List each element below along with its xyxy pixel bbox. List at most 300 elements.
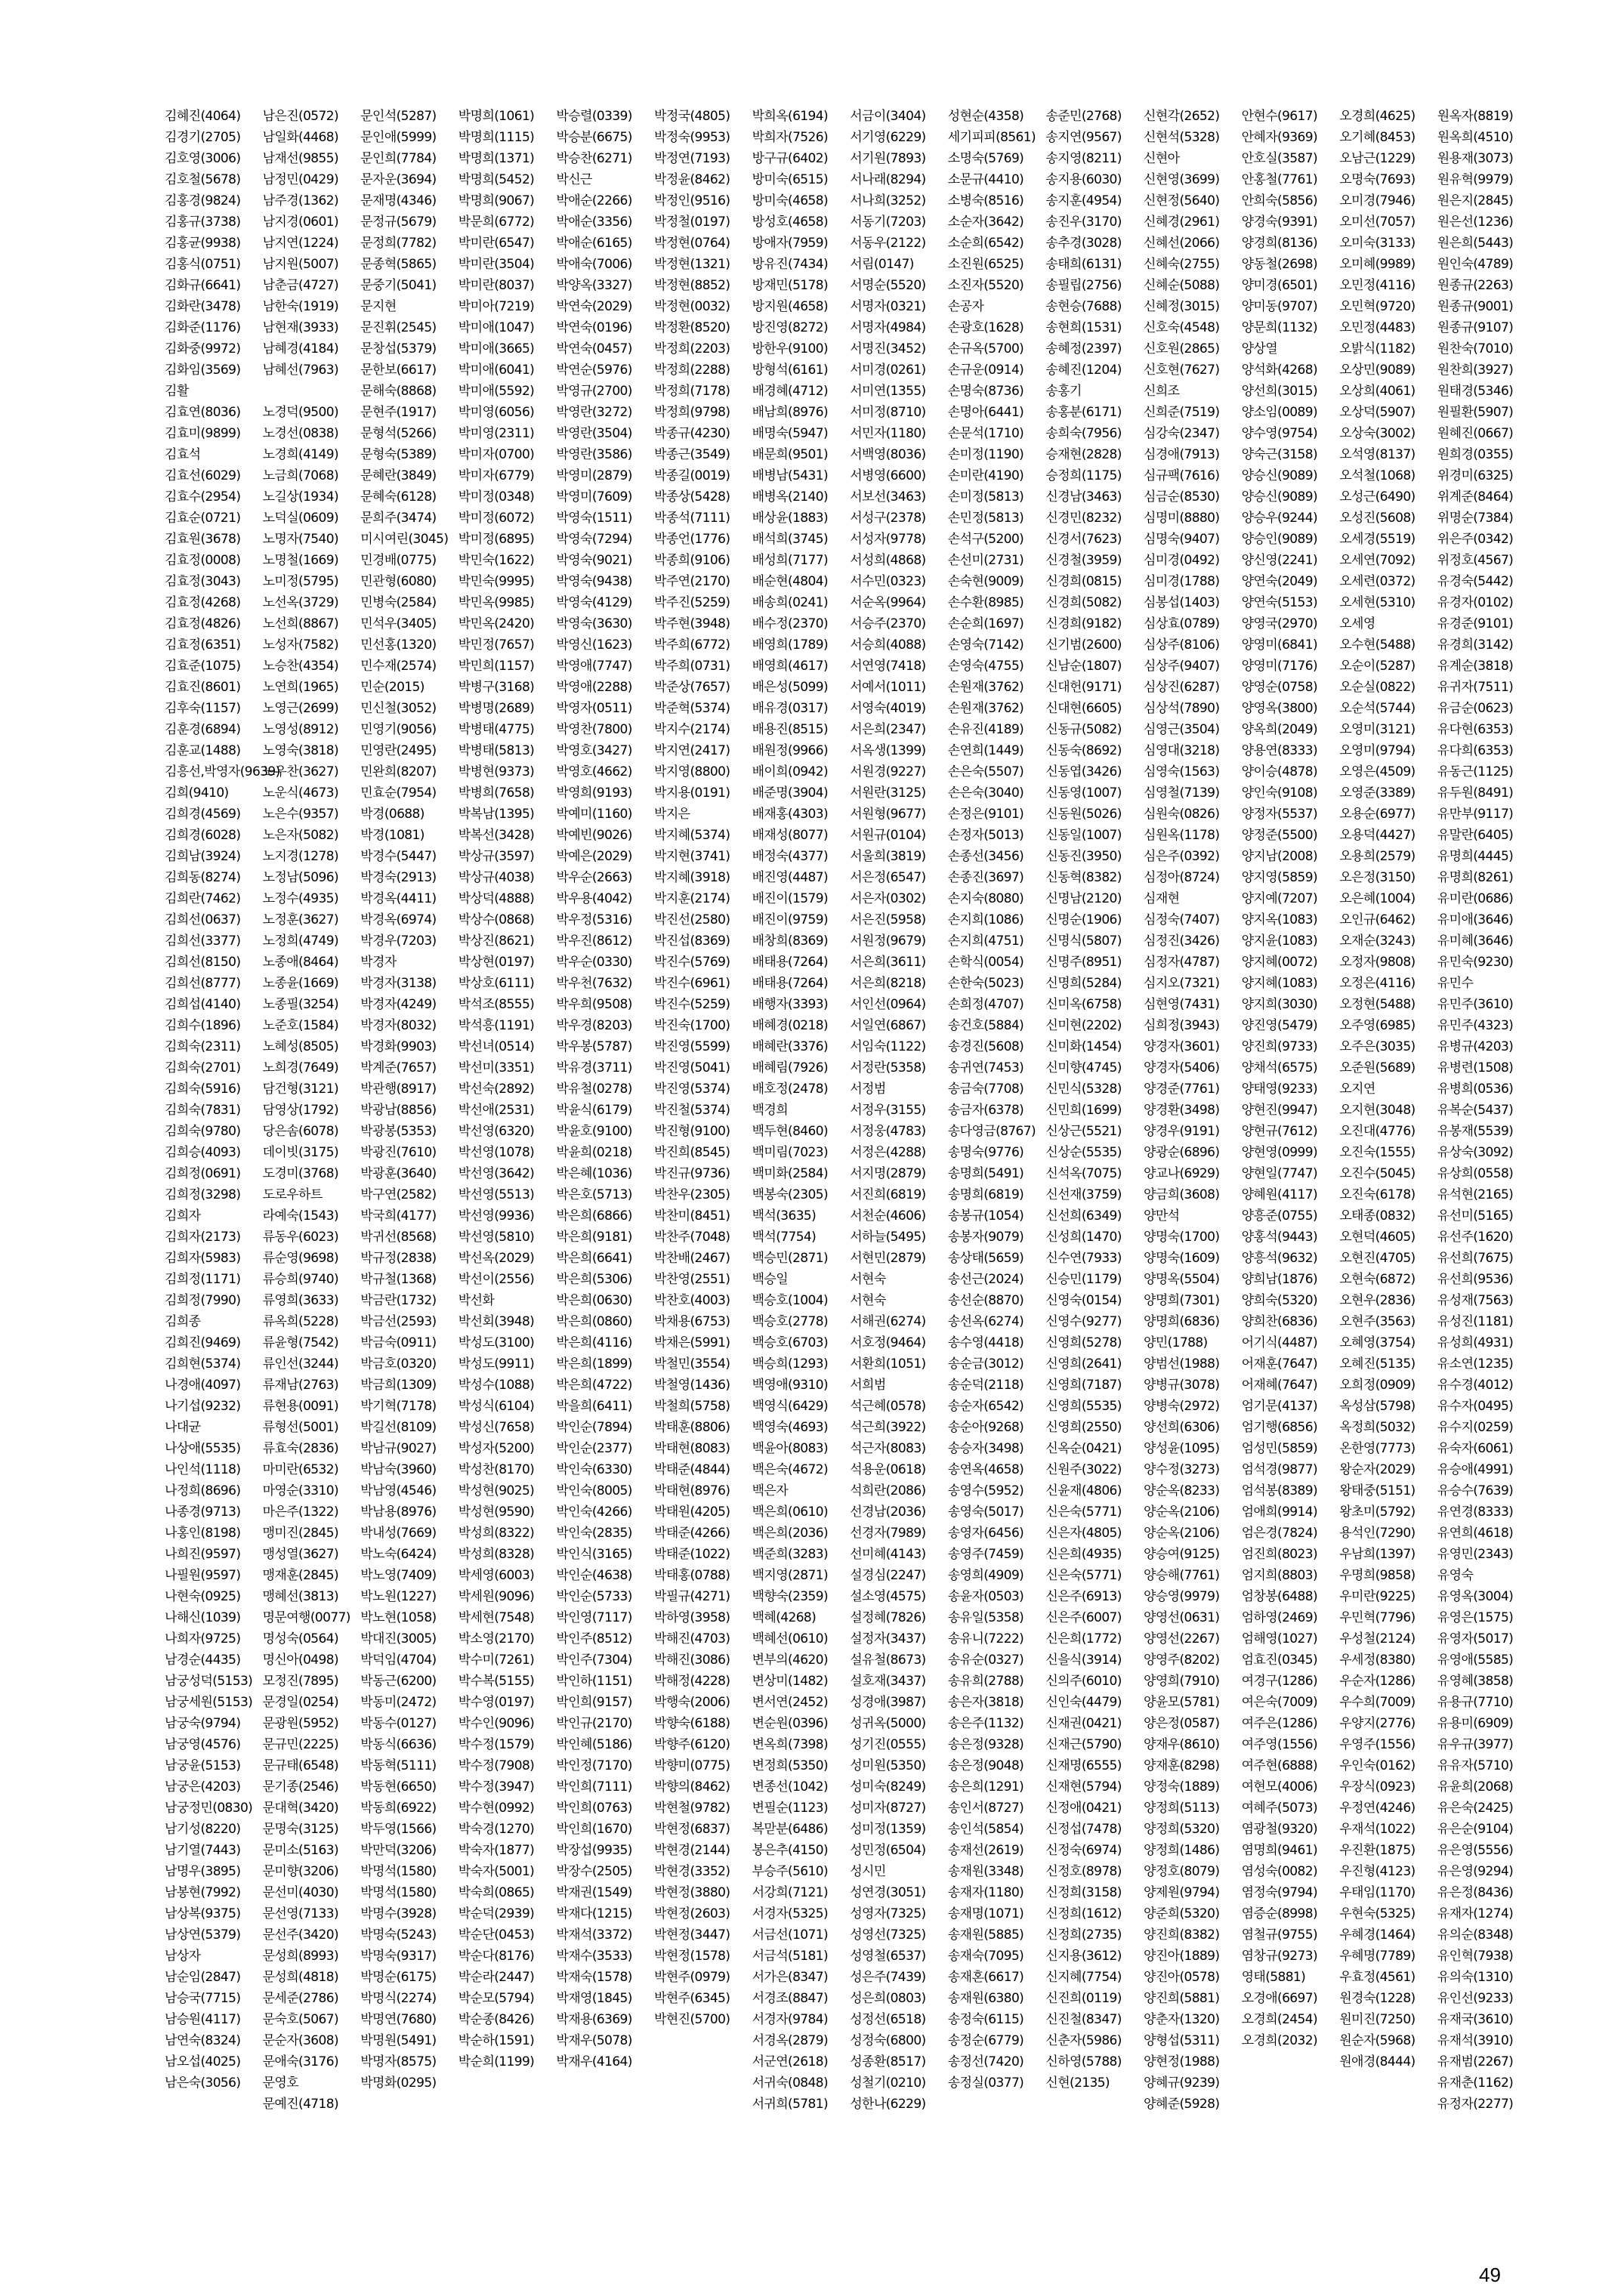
name-entry: 박노원(1227) <box>360 1589 437 1604</box>
name-entry: 손명아(6441) <box>947 405 1024 420</box>
name-entry: 송은희(1291) <box>947 1779 1024 1795</box>
name-entry: 설유철(8673) <box>850 1653 926 1668</box>
name-entry: 양선희(3015) <box>1241 384 1317 399</box>
name-entry: 배혜란(3376) <box>752 1039 828 1054</box>
name-entry: 박노영(7409) <box>360 1568 437 1583</box>
name-entry: 신동규(5082) <box>1045 722 1122 737</box>
name-entry: 박성자(5200) <box>458 1441 535 1456</box>
name-entry: 유연희(4618) <box>1437 1526 1514 1541</box>
name-entry: 백봉숙(2305) <box>752 1187 828 1202</box>
name-entry: 김희자(5983) <box>165 1251 241 1266</box>
name-entry: 유민주(4323) <box>1437 1018 1514 1033</box>
name-entry: 여경구(1286) <box>1241 1674 1317 1689</box>
name-entry: 우영주(1556) <box>1339 1737 1416 1752</box>
name-entry: 박미애(6041) <box>458 363 535 378</box>
name-entry: 박정현(1321) <box>654 257 730 272</box>
name-entry: 성시민 <box>850 1864 886 1879</box>
name-entry: 신명식(5807) <box>1045 934 1122 949</box>
name-entry: 성영자(7325) <box>850 1906 926 1921</box>
name-entry: 유민주(3610) <box>1437 997 1514 1012</box>
name-entry: 박은호(5713) <box>556 1187 632 1202</box>
name-entry: 유재자(1274) <box>1437 1906 1514 1921</box>
name-entry: 신현아 <box>1144 151 1180 166</box>
name-entry: 박재수(3533) <box>556 1949 632 1964</box>
name-entry: 김효정(4826) <box>165 616 241 631</box>
name-entry: 문지현 <box>360 299 397 314</box>
name-entry: 김희경(4569) <box>165 807 241 822</box>
name-entry: 양영선(2267) <box>1144 1631 1220 1646</box>
name-entry: 배유경(0317) <box>752 701 828 716</box>
name-entry: 노정훈(3627) <box>262 912 338 927</box>
name-entry: 문형석(5266) <box>360 426 437 441</box>
name-entry: 송지훈(4954) <box>1045 193 1122 208</box>
name-entry: 서정우(3155) <box>850 1103 926 1118</box>
name-entry: 양정자(5537) <box>1241 807 1317 822</box>
name-entry: 신선희(6349) <box>1045 1208 1122 1224</box>
name-entry: 우미란(9225) <box>1339 1589 1416 1604</box>
name-entry: 박경옥(4411) <box>360 891 437 906</box>
name-entry: 우정연(4246) <box>1339 1801 1416 1816</box>
name-entry: 민경배(0775) <box>360 553 437 568</box>
name-entry: 박수영(0197) <box>458 1695 535 1710</box>
name-entry: 송유일(5358) <box>947 1610 1024 1625</box>
name-entry: 문현주(1917) <box>360 405 437 420</box>
name-entry: 서경자(9784) <box>752 2012 828 2027</box>
name-entry: 유영애(5585) <box>1437 1653 1514 1668</box>
name-entry: 문예진(4718) <box>262 2097 338 2112</box>
name-entry: 박애순(3356) <box>556 214 632 230</box>
name-entry: 서보선(3463) <box>850 489 926 505</box>
name-entry: 서림(0147) <box>850 257 914 272</box>
name-entry: 남재선(9855) <box>262 151 338 166</box>
name-entry: 손원재(3762) <box>947 680 1024 695</box>
name-entry: 배태용(7264) <box>752 976 828 991</box>
name-entry: 배행자(3393) <box>752 997 828 1012</box>
name-entry: 유말란(6405) <box>1437 828 1514 843</box>
name-entry: 노연희(1965) <box>262 680 338 695</box>
name-entry: 박국희(4177) <box>360 1208 437 1224</box>
name-entry: 신동원(5026) <box>1045 807 1122 822</box>
name-entry: 백두현(8460) <box>752 1124 828 1139</box>
name-entry: 성경애(3987) <box>850 1695 926 1710</box>
name-entry: 류순영(9698) <box>262 1251 338 1266</box>
name-entry: 유영혜(3858) <box>1437 1674 1514 1689</box>
name-entry: 남지경(0601) <box>262 214 338 230</box>
name-entry: 양경희(8136) <box>1241 236 1317 251</box>
name-entry: 변상미(1482) <box>752 1674 828 1689</box>
name-entry: 유재국(3610) <box>1437 2012 1514 2027</box>
name-entry: 손규옥(5700) <box>947 341 1024 356</box>
name-entry: 원필환(5907) <box>1437 405 1514 420</box>
name-entry: 박민숙(9995) <box>458 574 535 589</box>
name-entry: 유계순(3818) <box>1437 659 1514 674</box>
name-entry: 원종규(9107) <box>1437 320 1514 335</box>
name-entry: 양지윤(1083) <box>1241 934 1317 949</box>
name-entry: 문인석(5287) <box>360 109 437 124</box>
name-entry: 담건형(3121) <box>262 1082 338 1097</box>
name-entry: 송순금(3012) <box>947 1356 1024 1372</box>
name-entry: 양정준(5500) <box>1241 828 1317 843</box>
name-entry: 류옥희(5228) <box>262 1314 338 1329</box>
name-entry: 유재석(3910) <box>1437 2033 1514 2048</box>
name-entry: 양병숙(2972) <box>1144 1399 1220 1414</box>
name-entry: 오석철(1068) <box>1339 468 1416 483</box>
name-entry: 오영미(3121) <box>1339 722 1416 737</box>
name-entry: 송은주(1132) <box>947 1716 1024 1731</box>
name-entry: 양수영(9754) <box>1241 426 1317 441</box>
name-entry: 성민정(6504) <box>850 1843 926 1858</box>
name-entry: 손순희(1697) <box>947 616 1024 631</box>
name-entry: 박명희(9067) <box>458 193 535 208</box>
name-entry: 서원정(9679) <box>850 934 926 949</box>
name-entry: 박지영(8800) <box>654 764 730 779</box>
name-entry: 오용덕(4427) <box>1339 828 1416 843</box>
name-entry: 모정진(7895) <box>262 1674 338 1689</box>
name-entry: 유선희(7675) <box>1437 1251 1514 1266</box>
name-entry: 박은희(0630) <box>556 1293 632 1308</box>
name-entry: 서현숙 <box>850 1293 886 1308</box>
name-entry: 신남순(1807) <box>1045 659 1122 674</box>
name-entry: 오상민(9089) <box>1339 363 1416 378</box>
name-entry: 염광철(9320) <box>1241 1822 1317 1837</box>
name-entry: 송필립(2756) <box>1045 278 1122 293</box>
name-entry: 문중기(5041) <box>360 278 437 293</box>
name-entry: 남경순(4435) <box>165 1653 241 1668</box>
name-entry: 박철영(1436) <box>654 1378 730 1393</box>
name-entry: 양형섭(5311) <box>1144 2033 1220 2048</box>
name-entry: 우세정(8380) <box>1339 1653 1416 1668</box>
name-entry: 양정호(8079) <box>1144 1864 1220 1879</box>
name-entry: 문성희(8993) <box>262 1949 338 1964</box>
name-entry: 박종희(9106) <box>654 553 730 568</box>
name-entry: 박하영(3958) <box>654 1610 730 1625</box>
name-entry: 배호정(2478) <box>752 1082 828 1097</box>
name-entry: 위명순(7384) <box>1437 511 1514 526</box>
name-entry: 신은주(6913) <box>1045 1589 1122 1604</box>
name-entry: 박경수(5447) <box>360 849 437 864</box>
name-entry: 우진형(4123) <box>1339 1864 1416 1879</box>
name-entry: 유선주(1620) <box>1437 1230 1514 1245</box>
name-entry: 송귀연(7453) <box>947 1060 1024 1076</box>
name-entry: 배원정(9966) <box>752 743 828 758</box>
name-entry: 오상덕(5907) <box>1339 405 1416 420</box>
name-entry: 양병규(3078) <box>1144 1378 1220 1393</box>
name-entry: 박계준(7657) <box>360 1060 437 1076</box>
name-entry: 송홍분(6171) <box>1045 405 1122 420</box>
name-entry: 오재순(3243) <box>1339 934 1416 949</box>
name-entry: 송정선(7420) <box>947 2054 1024 2069</box>
name-entry: 유은순(9104) <box>1437 1822 1514 1837</box>
name-entry: 변옥희(7398) <box>752 1737 828 1752</box>
name-entry: 박대진(3005) <box>360 1631 437 1646</box>
name-entry: 신영수(9277) <box>1045 1314 1122 1329</box>
name-entry: 미시여린(3045) <box>360 532 449 547</box>
name-entry: 남궁윤(5153) <box>165 1758 241 1773</box>
name-entry: 방성호(4658) <box>752 214 828 230</box>
name-entry: 유경준(9101) <box>1437 616 1514 631</box>
name-entry: 배정숙(4377) <box>752 849 828 864</box>
name-entry: 신재명(6555) <box>1045 1758 1122 1773</box>
name-entry: 남궁은(4203) <box>165 1779 241 1795</box>
name-entry: 김효준(1075) <box>165 659 241 674</box>
name-entry: 엄효진(0345) <box>1241 1653 1317 1668</box>
name-entry: 박인주(7304) <box>556 1653 632 1668</box>
name-entry: 민석우(3405) <box>360 616 437 631</box>
name-entry: 박병명(2689) <box>458 701 535 716</box>
name-entry: 신민식(5328) <box>1045 1082 1122 1097</box>
name-entry: 박지용(0191) <box>654 785 730 801</box>
name-entry: 박경(1081) <box>360 828 425 843</box>
name-entry: 서금선(1071) <box>752 1927 828 1943</box>
name-entry: 박은희(4116) <box>556 1335 632 1350</box>
name-entry: 박경우(7203) <box>360 934 437 949</box>
name-entry: 양신영(2241) <box>1241 553 1317 568</box>
name-entry: 서정웅(4783) <box>850 1124 926 1139</box>
name-entry: 백경희 <box>752 1103 789 1118</box>
name-entry: 서명자(4984) <box>850 320 926 335</box>
name-entry: 오주영(6985) <box>1339 1018 1416 1033</box>
name-entry: 원태경(5346) <box>1437 384 1514 399</box>
name-entry: 문성희(4818) <box>262 1970 338 1985</box>
name-entry: 박금선(2593) <box>360 1314 437 1329</box>
name-entry: 박정윤(8462) <box>654 172 730 187</box>
name-entry: 신경희(5082) <box>1045 595 1122 610</box>
name-entry: 송영숙(5017) <box>947 1504 1024 1520</box>
name-entry: 양소임(0089) <box>1241 405 1317 420</box>
name-entry: 방한우(9100) <box>752 341 828 356</box>
name-entry: 오민정(4116) <box>1339 278 1416 293</box>
name-entry: 우남희(1397) <box>1339 1547 1416 1562</box>
name-entry: 박우정(5316) <box>556 912 632 927</box>
name-entry: 심정숙(7407) <box>1144 912 1220 927</box>
name-entry: 성연경(3051) <box>850 1885 926 1900</box>
name-entry: 서승희(4088) <box>850 637 926 653</box>
name-entry: 박찬우(2305) <box>654 1187 730 1202</box>
name-entry: 손미정(1190) <box>947 447 1024 462</box>
name-entry: 박경자(3138) <box>360 976 437 991</box>
name-entry: 송은정(9328) <box>947 1737 1024 1752</box>
name-entry: 성미숙(8249) <box>850 1779 926 1795</box>
name-entry: 신명주(8951) <box>1045 955 1122 970</box>
name-entry: 원애경(8444) <box>1339 2054 1416 2069</box>
name-entry: 박향미(0775) <box>654 1758 730 1773</box>
name-entry: 김효연(8036) <box>165 405 241 420</box>
name-entry: 유연경(8333) <box>1437 1504 1514 1520</box>
name-entry: 우장식(0923) <box>1339 1779 1416 1795</box>
name-entry: 성정숙(6800) <box>850 2033 926 2048</box>
name-entry: 송선옥(6274) <box>947 1314 1024 1329</box>
name-entry: 엄애희(9914) <box>1241 1504 1317 1520</box>
name-entry: 유명희(8261) <box>1437 870 1514 885</box>
name-entry: 서은자(0302) <box>850 891 926 906</box>
name-entry: 박선영(5810) <box>458 1230 535 1245</box>
name-entry: 송수영(4418) <box>947 1335 1024 1350</box>
name-entry: 세기피피(8561) <box>947 130 1036 145</box>
name-entry: 박덕임(4704) <box>360 1653 437 1668</box>
name-entry: 원미진(7250) <box>1339 2012 1416 2027</box>
name-entry: 나희진(9597) <box>165 1547 241 1562</box>
name-entry: 위정호(4567) <box>1437 553 1514 568</box>
name-entry: 신은숙(5771) <box>1045 1504 1122 1520</box>
name-entry: 김희란(7462) <box>165 891 241 906</box>
name-entry: 양춘자(1320) <box>1144 2012 1220 2027</box>
name-entry: 문정규(5679) <box>360 214 437 230</box>
name-entry: 여은숙(7009) <box>1241 1695 1317 1710</box>
name-entry: 유만부(9117) <box>1437 807 1514 822</box>
name-entry: 노종필(3254) <box>262 997 338 1012</box>
name-entry: 문해숙(8868) <box>360 384 437 399</box>
name-entry: 원은선(1236) <box>1437 214 1514 230</box>
name-entry: 노종애(8464) <box>262 955 338 970</box>
name-entry: 박병태(5813) <box>458 743 535 758</box>
name-entry: 유재범(2267) <box>1437 2054 1514 2069</box>
name-entry: 박명희(1061) <box>458 109 535 124</box>
name-entry: 박선영(1078) <box>458 1145 535 1160</box>
name-entry: 박장섭(9935) <box>556 1843 632 1858</box>
name-entry: 왕순자(2029) <box>1339 1462 1416 1477</box>
name-entry: 신현각(2652) <box>1144 109 1220 124</box>
name-entry: 송선순(8870) <box>947 1293 1024 1308</box>
name-entry: 오미숙(3133) <box>1339 236 1416 251</box>
name-entry: 박인하(1151) <box>556 1674 632 1689</box>
name-entry: 오영은(4509) <box>1339 764 1416 779</box>
name-entry: 도경미(3768) <box>262 1166 338 1181</box>
name-entry: 노정희(4749) <box>262 934 338 949</box>
name-entry: 박은희(6641) <box>556 1251 632 1266</box>
name-entry: 박해정(4228) <box>654 1674 730 1689</box>
name-entry: 원옥희(4510) <box>1437 130 1514 145</box>
name-entry: 명문여행(0077) <box>262 1610 350 1625</box>
name-entry: 서인선(0964) <box>850 997 926 1012</box>
name-entry: 박선숙(2892) <box>458 1082 535 1097</box>
name-entry: 박재권(1549) <box>556 1885 632 1900</box>
name-entry: 오희정(0909) <box>1339 1378 1416 1393</box>
name-entry: 도로우하트 <box>262 1187 323 1202</box>
name-entry: 서원형(9677) <box>850 807 926 822</box>
name-entry: 김희선(8150) <box>165 955 241 970</box>
name-entry: 민신철(3052) <box>360 701 437 716</box>
name-entry: 엄창봉(6488) <box>1241 1589 1317 1604</box>
name-entry: 신진희(0119) <box>1045 1991 1122 2006</box>
name-entry: 오은혜(1004) <box>1339 891 1416 906</box>
name-entry: 박영숙(3630) <box>556 616 632 631</box>
name-entry: 남상자 <box>165 1949 201 1964</box>
name-entry: 배병남(5431) <box>752 468 828 483</box>
name-entry: 배혜림(7926) <box>752 1060 828 1076</box>
name-entry: 노은수(9357) <box>262 807 338 822</box>
name-entry: 설정자(3437) <box>850 1631 926 1646</box>
name-entry: 서순옥(9964) <box>850 595 926 610</box>
name-entry: 박영숙(9021) <box>556 553 632 568</box>
name-entry: 유은영(9294) <box>1437 1864 1514 1879</box>
name-entry: 박영호(4662) <box>556 764 632 779</box>
name-entry: 서미정(8710) <box>850 405 926 420</box>
name-entry: 양명숙(1700) <box>1144 1230 1220 1245</box>
name-entry: 김희섭(4140) <box>165 997 241 1012</box>
name-entry: 민관형(6080) <box>360 574 437 589</box>
name-entry: 박진선(2580) <box>654 912 730 927</box>
name-entry: 박양옥(3327) <box>556 278 632 293</box>
name-entry: 박인영(7117) <box>556 1610 632 1625</box>
name-entry: 박진영(5041) <box>654 1060 730 1076</box>
name-entry: 박인순(7894) <box>556 1420 632 1435</box>
name-entry: 원인숙(4789) <box>1437 257 1514 272</box>
name-entry: 신정숙(6974) <box>1045 1843 1122 1858</box>
name-entry: 박숙경(1270) <box>458 1822 535 1837</box>
name-entry: 박인희(7111) <box>556 1779 632 1795</box>
name-entry: 양명옥(5504) <box>1144 1272 1220 1287</box>
name-entry: 박귀선(8568) <box>360 1230 437 1245</box>
name-entry: 신의주(6010) <box>1045 1674 1122 1689</box>
name-entry: 박현경(2144) <box>654 1843 730 1858</box>
name-entry: 유석현(2165) <box>1437 1187 1514 1202</box>
name-entry: 송재자(1180) <box>947 1885 1024 1900</box>
name-entry: 박동희(6922) <box>360 1801 437 1816</box>
name-entry: 심경애(7913) <box>1144 447 1220 462</box>
name-entry: 박장수(2505) <box>556 1864 632 1879</box>
name-entry: 박미애(5592) <box>458 384 535 399</box>
name-entry: 박석조(8555) <box>458 997 535 1012</box>
name-entry: 신정희(3158) <box>1045 1885 1122 1900</box>
name-entry: 박종규(4230) <box>654 426 730 441</box>
name-entry: 박동수(0127) <box>360 1716 437 1731</box>
name-entry: 양정희(5320) <box>1144 1822 1220 1837</box>
name-entry: 김활 <box>165 384 189 399</box>
name-entry: 송금숙(7708) <box>947 1082 1024 1097</box>
name-entry: 신미옥(6758) <box>1045 997 1122 1012</box>
name-entry: 송영수(5952) <box>947 1483 1024 1498</box>
name-entry: 소진원(6525) <box>947 257 1024 272</box>
name-entry: 노미정(5795) <box>262 574 338 589</box>
name-entry: 김희수(1896) <box>165 1018 241 1033</box>
name-entry: 남현재(3933) <box>262 320 338 335</box>
name-entry: 심정자(4787) <box>1144 955 1220 970</box>
name-entry: 신영희(2550) <box>1045 1420 1122 1435</box>
name-entry: 박영규(2700) <box>556 384 632 399</box>
name-entry: 오기혜(8453) <box>1339 130 1416 145</box>
name-entry: 박기혁(7178) <box>360 1399 437 1414</box>
name-entry: 서수민(0323) <box>850 574 926 589</box>
name-entry: 박관행(8917) <box>360 1082 437 1097</box>
name-entry: 양정숙(1889) <box>1144 1779 1220 1795</box>
name-entry: 양흥준(0755) <box>1241 1208 1317 1224</box>
name-entry: 송유순(0327) <box>947 1653 1024 1668</box>
name-entry: 박진규(9736) <box>654 1166 730 1181</box>
name-entry: 노덕실(0609) <box>262 511 338 526</box>
name-column <box>360 106 458 2094</box>
name-entry: 맹혜선(3813) <box>262 1589 338 1604</box>
name-entry: 배영희(4617) <box>752 659 828 674</box>
name-entry: 박선애(2531) <box>458 1103 535 1118</box>
name-entry: 부승주(5610) <box>752 1864 828 1879</box>
name-entry: 우진환(1875) <box>1339 1843 1416 1858</box>
name-entry: 박인주(8512) <box>556 1631 632 1646</box>
name-entry: 김희(9410) <box>165 785 229 801</box>
name-entry: 박정철(0197) <box>654 214 730 230</box>
name-entry: 백승희(1293) <box>752 1356 828 1372</box>
name-entry: 우재석(1022) <box>1339 1822 1416 1837</box>
name-entry: 양채석(6575) <box>1241 1060 1317 1076</box>
name-entry: 박애순(6165) <box>556 236 632 251</box>
name-entry: 우태임(1170) <box>1339 1885 1416 1900</box>
name-entry: 서귀희(5781) <box>752 2097 828 2112</box>
name-entry: 민선홍(1320) <box>360 637 437 653</box>
name-entry: 박재다(1215) <box>556 1906 632 1921</box>
name-entry: 민완희(8207) <box>360 764 437 779</box>
name-entry: 김호철(5678) <box>165 172 241 187</box>
name-entry: 성영선(7325) <box>850 1927 926 1943</box>
name-entry <box>263 381 360 402</box>
